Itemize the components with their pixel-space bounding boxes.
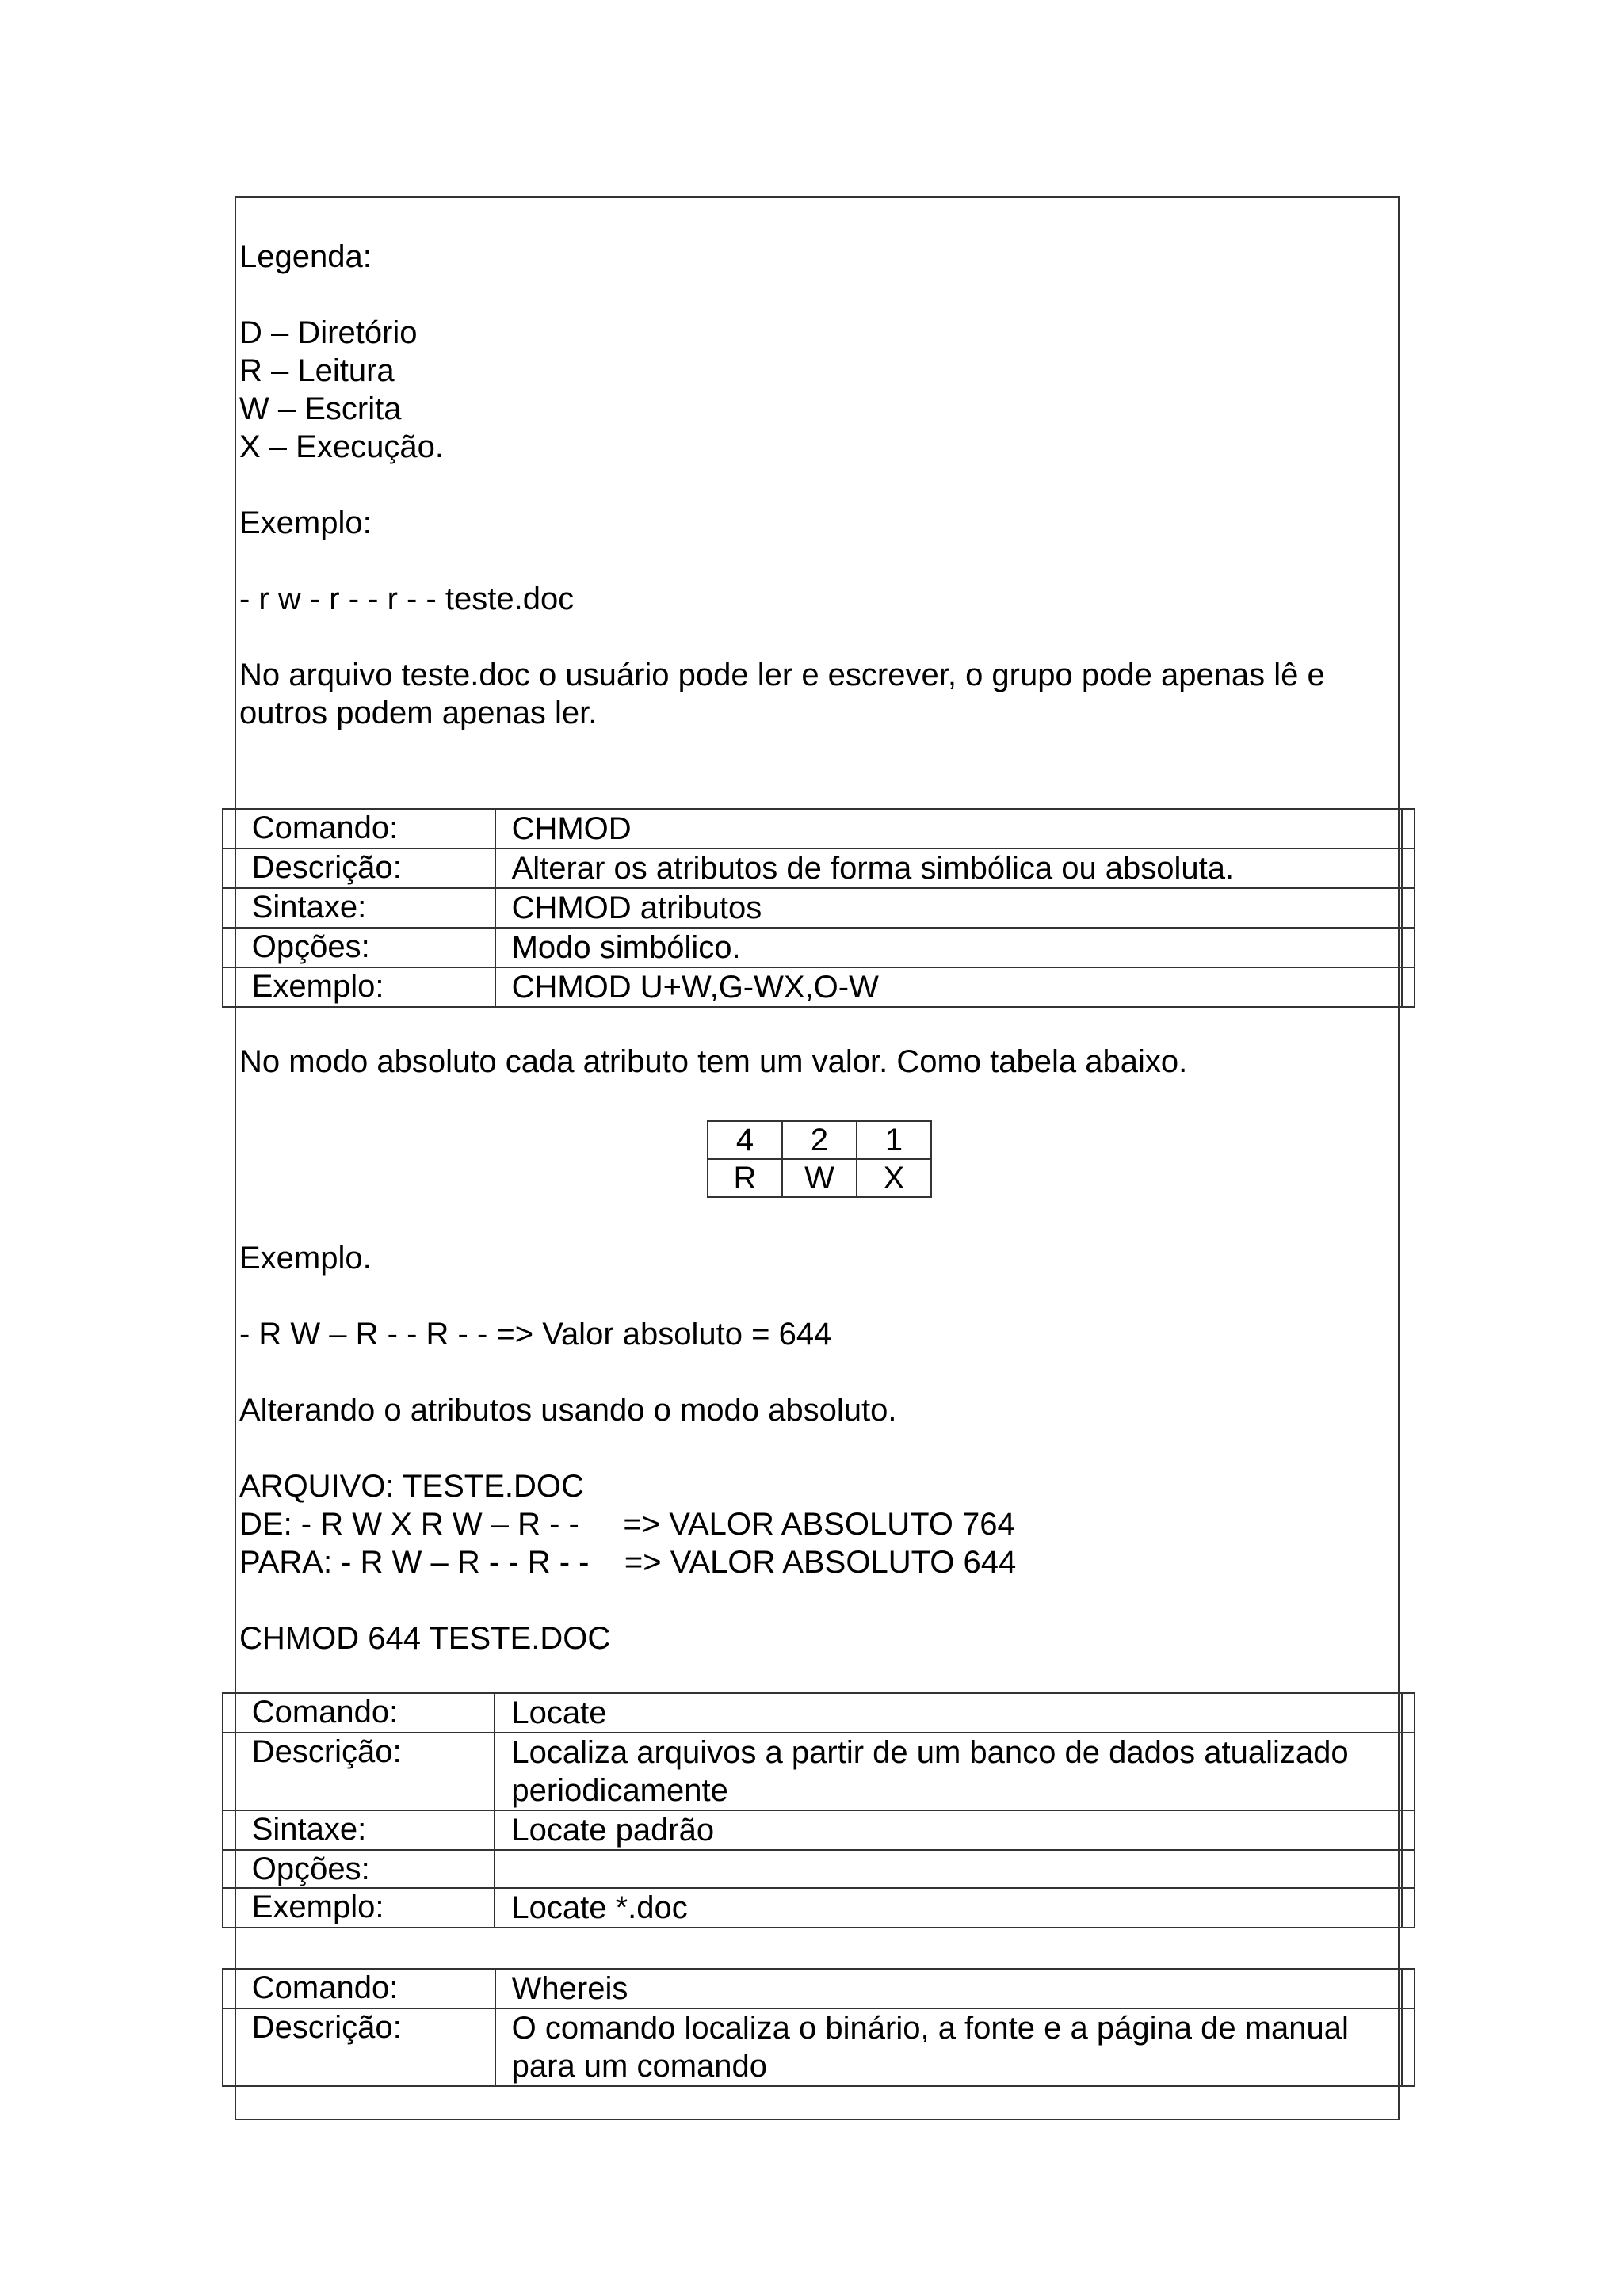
bits-table — [707, 1120, 932, 1198]
bit-letter: W — [782, 1159, 857, 1197]
row-value: CHMOD U+W,G-WX,O-W — [495, 967, 1403, 1007]
example1-line: - r w - r - - r - - teste.doc — [239, 582, 575, 616]
legend-item-x: X – Execução. — [239, 429, 444, 464]
row-value: CHMOD atributos — [495, 888, 1403, 928]
row-label: Exemplo: — [235, 1888, 495, 1928]
file-line: ARQUIVO: TESTE.DOC — [239, 1469, 584, 1504]
row-value: Alterar os atributos de forma simbólica ou absoluta. — [495, 849, 1403, 888]
bit-value: 1 — [857, 1121, 931, 1159]
legend-item-r: R – Leitura — [239, 353, 395, 388]
chmod-command-line: CHMOD 644 TESTE.DOC — [239, 1621, 611, 1656]
table-row — [223, 809, 1415, 849]
legend-item-w: W – Escrita — [239, 391, 402, 426]
bit-value: 2 — [782, 1121, 857, 1159]
table-row — [223, 1888, 1415, 1928]
table-row — [223, 967, 1415, 1007]
chmod-table — [222, 808, 1415, 1008]
table-row — [223, 1733, 1415, 1810]
table-row — [223, 849, 1415, 888]
locate-table — [222, 1692, 1415, 1928]
row-label: Descrição: — [235, 849, 495, 888]
row-label: Opções: — [235, 1850, 495, 1888]
example2-title: Exemplo. — [239, 1241, 372, 1276]
row-label: Sintaxe: — [235, 888, 495, 928]
table-row — [223, 2008, 1415, 2086]
table-row — [223, 1969, 1415, 2008]
bit-letter: X — [857, 1159, 931, 1197]
table-row — [223, 1693, 1415, 1733]
example1-explanation: No arquivo teste.doc o usuário pode ler e escrever, o grupo pode apenas lê e outros podem apenas ler. — [239, 658, 1325, 730]
table-row — [708, 1121, 931, 1159]
example2-line: - R W – R - - R - - => Valor absoluto = 644 — [239, 1317, 832, 1352]
row-value: Locate — [495, 1693, 1402, 1733]
from-line: DE: - R W X R W – R - - => VALOR ABSOLUTO 764 — [239, 1507, 1015, 1542]
row-value: Whereis — [495, 1969, 1403, 2008]
row-label: Comando: — [235, 1693, 495, 1733]
row-label: Descrição: — [235, 2008, 495, 2086]
row-value: Localiza arquivos a partir de um banco de dados atualizado periodicamente — [495, 1733, 1402, 1810]
table-row — [708, 1159, 931, 1197]
whereis-table — [222, 1968, 1415, 2087]
legend-title: Legenda: — [239, 239, 372, 274]
example1-title: Exemplo: — [239, 505, 372, 540]
to-line: PARA: - R W – R - - R - - => VALOR ABSOLUTO 644 — [239, 1545, 1017, 1580]
table-row — [223, 928, 1415, 967]
absolute-intro: No modo absoluto cada atributo tem um valor. Como tabela abaixo. — [239, 1044, 1188, 1079]
altering-text: Alterando o atributos usando o modo absoluto. — [239, 1393, 897, 1428]
table-row — [223, 1850, 1415, 1888]
row-value: CHMOD — [495, 809, 1403, 849]
bit-value: 4 — [708, 1121, 782, 1159]
row-value: Locate *.doc — [495, 1888, 1402, 1928]
table-row — [223, 888, 1415, 928]
row-label: Descrição: — [235, 1733, 495, 1810]
row-label: Opções: — [235, 928, 495, 967]
bit-letter: R — [708, 1159, 782, 1197]
row-value: O comando localiza o binário, a fonte e a página de manual para um comando — [495, 2008, 1403, 2086]
legend-item-d: D – Diretório — [239, 315, 418, 350]
table-row — [223, 1810, 1415, 1850]
row-label: Comando: — [235, 1969, 495, 2008]
row-value — [495, 1850, 1402, 1888]
row-label: Sintaxe: — [235, 1810, 495, 1850]
row-value: Locate padrão — [495, 1810, 1402, 1850]
row-value: Modo simbólico. — [495, 928, 1403, 967]
row-label: Comando: — [235, 809, 495, 849]
row-label: Exemplo: — [235, 967, 495, 1007]
